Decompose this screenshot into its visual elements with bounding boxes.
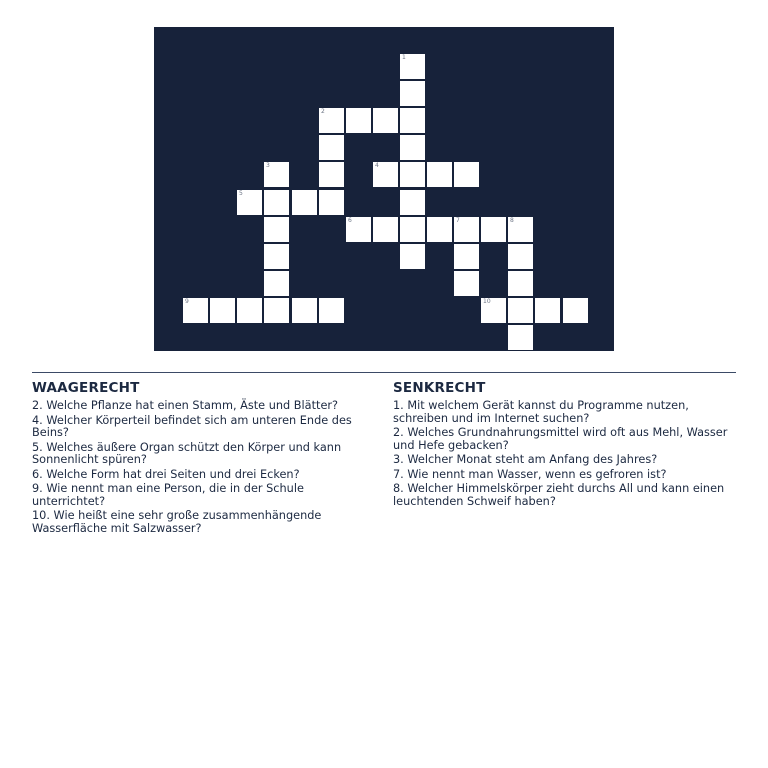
crossword-cell[interactable] (210, 298, 235, 323)
divider (32, 372, 736, 373)
crossword-cell[interactable] (400, 190, 425, 215)
across-clues (32, 380, 372, 537)
crossword-cell[interactable] (183, 298, 208, 323)
down-clue: 3. Welcher Monat steht am Anfang des Jahres? (393, 453, 658, 466)
down-clue: 1. Mit welchem Gerät kannst du Programme nutzen, schreiben und im Internet suchen? (393, 399, 689, 425)
across-clue: 10. Wie heißt eine sehr große zusammenhängende Wasserfläche mit Salzwasser? (32, 509, 322, 535)
clue-number: 1 (402, 54, 406, 61)
clue-number: 8 (510, 217, 514, 224)
crossword-cell[interactable] (319, 190, 344, 215)
crossword-cell[interactable] (508, 298, 533, 323)
crossword-cell[interactable] (292, 298, 317, 323)
across-clue: 9. Wie nennt man eine Person, die in der Schule unterrichtet? (32, 482, 304, 508)
crossword-cell[interactable] (508, 271, 533, 296)
clue-number: 3 (266, 162, 270, 169)
crossword-cell[interactable] (264, 190, 289, 215)
crossword-cell[interactable] (563, 298, 588, 323)
crossword-cell[interactable] (292, 190, 317, 215)
clue-number: 6 (348, 217, 352, 224)
crossword-cell[interactable] (319, 298, 344, 323)
crossword-cell[interactable] (535, 298, 560, 323)
clue-number: 10 (483, 298, 491, 305)
across-clue: 4. Welcher Körperteil befindet sich am unteren Ende des Beins? (32, 413, 352, 439)
down-clue: 7. Wie nennt man Wasser, wenn es gefroren ist? (393, 467, 667, 481)
crossword-cell[interactable] (373, 108, 398, 133)
crossword-cell[interactable] (400, 135, 425, 160)
crossword-cell[interactable] (427, 162, 452, 187)
crossword-cell[interactable] (237, 298, 262, 323)
down-heading: SENKRECHT (393, 380, 486, 396)
crossword-cell[interactable] (319, 162, 344, 187)
crossword-cell[interactable] (508, 325, 533, 350)
across-heading: WAAGERECHT (32, 380, 140, 396)
clue-number: 9 (185, 298, 189, 305)
crossword-cell[interactable] (400, 108, 425, 133)
crossword-cell[interactable] (400, 81, 425, 106)
crossword-cell[interactable] (264, 217, 289, 242)
crossword-cell[interactable] (508, 244, 533, 269)
crossword-cell[interactable] (319, 135, 344, 160)
crossword-cell[interactable] (400, 162, 425, 187)
crossword-cell[interactable] (508, 217, 533, 242)
clue-number: 2 (321, 108, 325, 115)
crossword-cell[interactable] (427, 217, 452, 242)
crossword-cell[interactable] (400, 217, 425, 242)
crossword-cell[interactable] (319, 108, 344, 133)
crossword-cell[interactable] (454, 244, 479, 269)
crossword-cell[interactable] (264, 298, 289, 323)
clue-number: 7 (456, 217, 460, 224)
crossword-cell[interactable] (346, 108, 371, 133)
across-clue: 6. Welche Form hat drei Seiten und drei Ecken? (32, 467, 300, 481)
crossword-cell[interactable] (346, 217, 371, 242)
down-clues (393, 380, 733, 510)
crossword-cell[interactable] (373, 217, 398, 242)
crossword-cell[interactable] (400, 244, 425, 269)
crossword-cell[interactable] (400, 54, 425, 79)
clue-number: 5 (239, 190, 243, 197)
crossword-grid (154, 27, 614, 351)
crossword-cell[interactable] (264, 271, 289, 296)
down-clue: 8. Welcher Himmelskörper zieht durchs All und kann einen leuchtenden Schweif haben? (393, 482, 725, 508)
crossword-cell[interactable] (454, 271, 479, 296)
crossword-cell[interactable] (454, 162, 479, 187)
across-clue: 5. Welches äußere Organ schützt den Körper und kann Sonnenlicht spüren? (32, 440, 342, 466)
clue-number: 4 (375, 162, 379, 169)
crossword-cell[interactable] (481, 217, 506, 242)
crossword-cell[interactable] (237, 190, 262, 215)
across-clue: 2. Welche Pflanze hat einen Stamm, Äste und Blätter? (32, 399, 339, 412)
crossword-cell[interactable] (264, 162, 289, 187)
down-clue: 2. Welches Grundnahrungsmittel wird oft aus Mehl, Wasser und Hefe gebacken? (393, 426, 728, 452)
crossword-cell[interactable] (481, 298, 506, 323)
crossword-cell[interactable] (373, 162, 398, 187)
crossword-cell[interactable] (264, 244, 289, 269)
crossword-cell[interactable] (454, 217, 479, 242)
